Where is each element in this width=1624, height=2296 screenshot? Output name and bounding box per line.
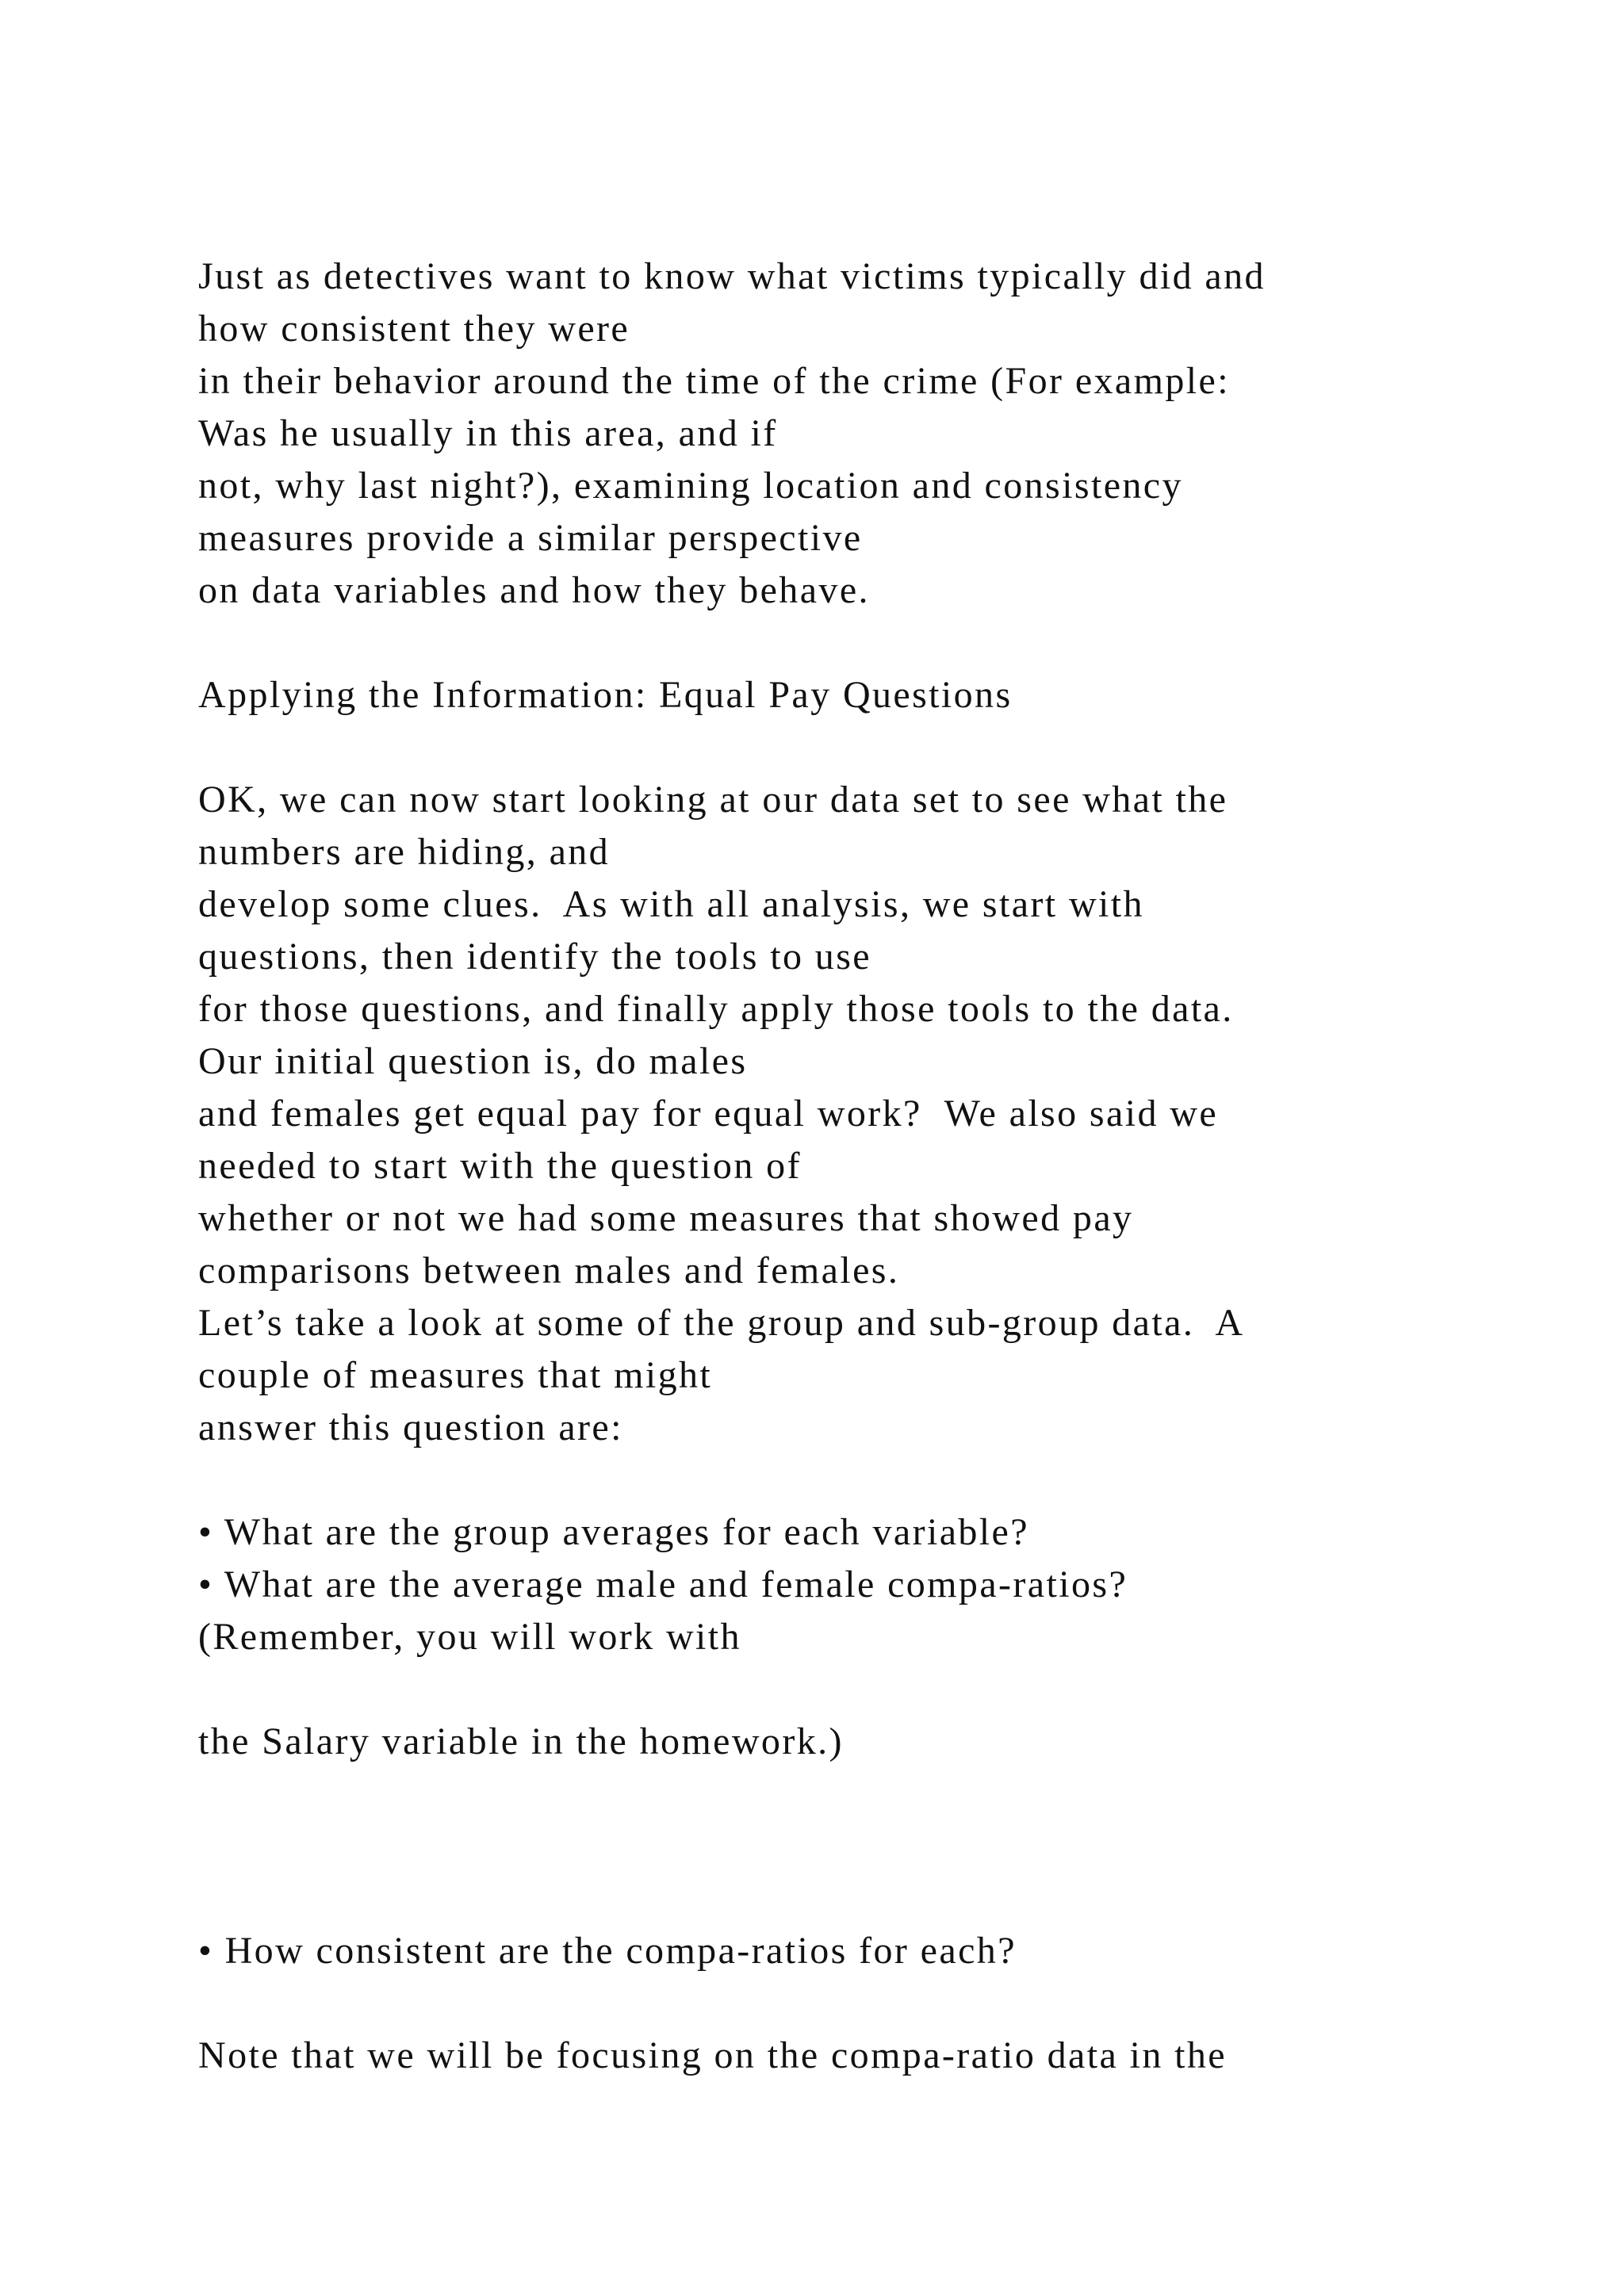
text-line: and females get equal pay for equal work? We also said we <box>198 1093 1219 1135</box>
text-line: OK, we can now start looking at our data set to see what the <box>198 779 1228 821</box>
text-line: Let’s take a look at some of the group and sub-group data. A <box>198 1302 1245 1344</box>
text-line: develop some clues. As with all analysis, we start with <box>198 883 1144 925</box>
text-line: Our initial question is, do males <box>198 1040 748 1082</box>
paragraph-equal-pay <box>198 774 1546 1454</box>
bullet-item: • What are the average male and female compa-ratios? <box>198 1563 1128 1605</box>
blank-line <box>198 1977 1546 2030</box>
blank-line <box>198 1454 1546 1506</box>
text-line: (Remember, you will work with <box>198 1616 741 1658</box>
document-body <box>198 251 1546 2082</box>
text-line: in their behavior around the time of the crime (For example: <box>198 360 1230 402</box>
text-line: questions, then identify the tools to use <box>198 936 871 978</box>
section-heading: Applying the Information: Equal Pay Questions <box>198 674 1013 716</box>
text-line: the Salary variable in the homework.) <box>198 1720 844 1762</box>
blank-line <box>198 1663 1546 1716</box>
text-line: whether or not we had some measures that showed pay <box>198 1197 1134 1239</box>
blank-line <box>198 1873 1546 1925</box>
bullet-item: • How consistent are the compa-ratios for each? <box>198 1930 1017 1972</box>
text-line: how consistent they were <box>198 308 630 350</box>
text-line: for those questions, and finally apply those tools to the data. <box>198 988 1234 1030</box>
text-line: numbers are hiding, and <box>198 831 611 873</box>
bullet-list <box>198 1506 1546 1663</box>
text-line: couple of measures that might <box>198 1354 713 1396</box>
blank-line <box>198 721 1546 774</box>
text-line: Just as detectives want to know what victims typically did and <box>198 255 1266 297</box>
text-line: answer this question are: <box>198 1406 623 1448</box>
blank-line <box>198 617 1546 669</box>
text-line: on data variables and how they behave. <box>198 569 870 611</box>
text-line: needed to start with the question of <box>198 1145 802 1187</box>
paragraph-detectives <box>198 251 1546 617</box>
text-line: not, why last night?), examining location and consistency <box>198 465 1183 507</box>
blank-line <box>198 1768 1546 1820</box>
text-line: Was he usually in this area, and if <box>198 412 778 454</box>
text-line: Note that we will be focusing on the compa-ratio data in the <box>198 2034 1227 2076</box>
text-line: comparisons between males and females. <box>198 1249 900 1292</box>
text-line: measures provide a similar perspective <box>198 517 863 559</box>
bullet-item: • What are the group averages for each variable? <box>198 1511 1029 1553</box>
blank-line <box>198 1820 1546 1873</box>
